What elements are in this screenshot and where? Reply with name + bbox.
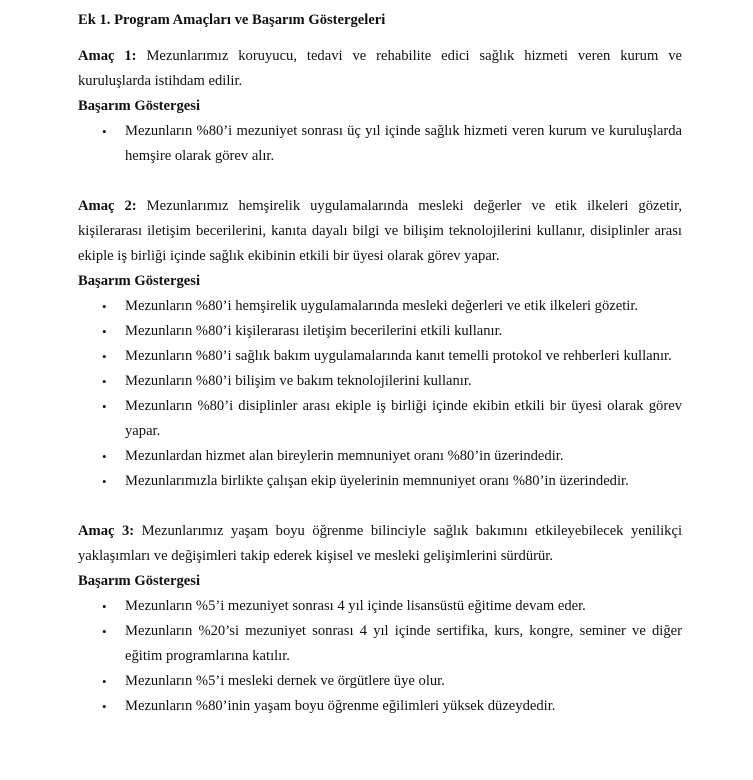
goal-label: Amaç 2: [78,198,137,214]
goal-statement [78,519,682,569]
indicator-heading: Başarım Göstergesi [78,273,200,289]
indicator-list [78,294,682,494]
bullet-icon: • [102,449,107,464]
bullet-icon: • [102,674,107,689]
bullet-icon: • [102,474,107,489]
indicator-item: • Mezunların %80’i sağlık bakım uygulamalarında kanıt temelli protokol ve rehberleri kullanır. [78,344,682,369]
bullet-icon: • [102,299,107,314]
indicator-item: • Mezunların %20’si mezuniyet sonrası 4 yıl içinde sertifika, kurs, kongre, seminer ve diğer eğitim programlarına katılır. [78,619,682,669]
goal-text: Mezunlarımız yaşam boyu öğrenme bilinciyle sağlık bakımını etkileyebilecek yenilikçi yaklaşımları ve değişimleri takip ederek kişisel ve mesleki gelişimlerini sürdürür. [78,523,683,564]
indicator-list [78,119,682,169]
bullet-icon: • [102,124,107,139]
goal-section-2 [78,194,682,494]
indicator-item: • Mezunların %80’i kişilerarası iletişim becerilerini etkili kullanır. [78,319,682,344]
goal-statement [78,194,682,269]
document-title: Ek 1. Program Amaçları ve Başarım Göstergeleri [78,12,386,28]
indicator-list [78,594,682,719]
bullet-icon: • [102,324,107,339]
goal-section-1 [78,44,682,169]
bullet-icon: • [102,374,107,389]
bullet-icon: • [102,599,107,614]
indicator-item: • Mezunlarımızla birlikte çalışan ekip üyelerinin memnuniyet oranı %80’in üzerindedir. [78,469,682,494]
indicator-item: • Mezunların %80’i disiplinler arası ekiple iş birliği içinde ekibin etkili bir üyesi olarak görev yapar. [78,394,682,444]
indicator-item: • Mezunların %80’inin yaşam boyu öğrenme eğilimleri yüksek düzeydedir. [78,694,682,719]
indicator-item: • Mezunların %80’i hemşirelik uygulamalarında mesleki değerleri ve etik ilkeleri gözetir. [78,294,682,319]
indicator-item: • Mezunların %5’i mezuniyet sonrası 4 yıl içinde lisansüstü eğitime devam eder. [78,594,682,619]
bullet-icon: • [102,699,107,714]
goal-section-3 [78,519,682,719]
indicator-item: • Mezunların %80’i bilişim ve bakım teknolojilerini kullanır. [78,369,682,394]
indicator-item: • Mezunların %80’i mezuniyet sonrası üç yıl içinde sağlık hizmeti veren kurum ve kuruluşlarda hemşire olarak görev alır. [78,119,682,169]
indicator-heading: Başarım Göstergesi [78,98,200,114]
goal-label: Amaç 3: [78,523,135,539]
indicator-item: • Mezunlardan hizmet alan bireylerin memnuniyet oranı %80’in üzerindedir. [78,444,682,469]
goal-statement [78,44,682,94]
goal-text: Mezunlarımız hemşirelik uygulamalarında mesleki değerler ve etik ilkeleri gözetir, kişilerarası iletişim becerilerini, kanıta dayalı bilgi ve bilişim teknolojilerini kullanır, disiplinler arası ekiple iş birliği içinde sağlık ekibinin etkili bir üyesi olarak görev yapar. [78,198,682,264]
bullet-icon: • [102,624,107,639]
indicator-item: • Mezunların %5’i mesleki dernek ve örgütlere üye olur. [78,669,682,694]
bullet-icon: • [102,399,107,414]
bullet-icon: • [102,349,107,364]
indicator-heading: Başarım Göstergesi [78,573,200,589]
goal-text: Mezunlarımız koruyucu, tedavi ve rehabilite edici sağlık hizmeti veren kurum ve kuruluşlarda istihdam edilir. [78,48,682,89]
goal-label: Amaç 1: [78,48,137,64]
